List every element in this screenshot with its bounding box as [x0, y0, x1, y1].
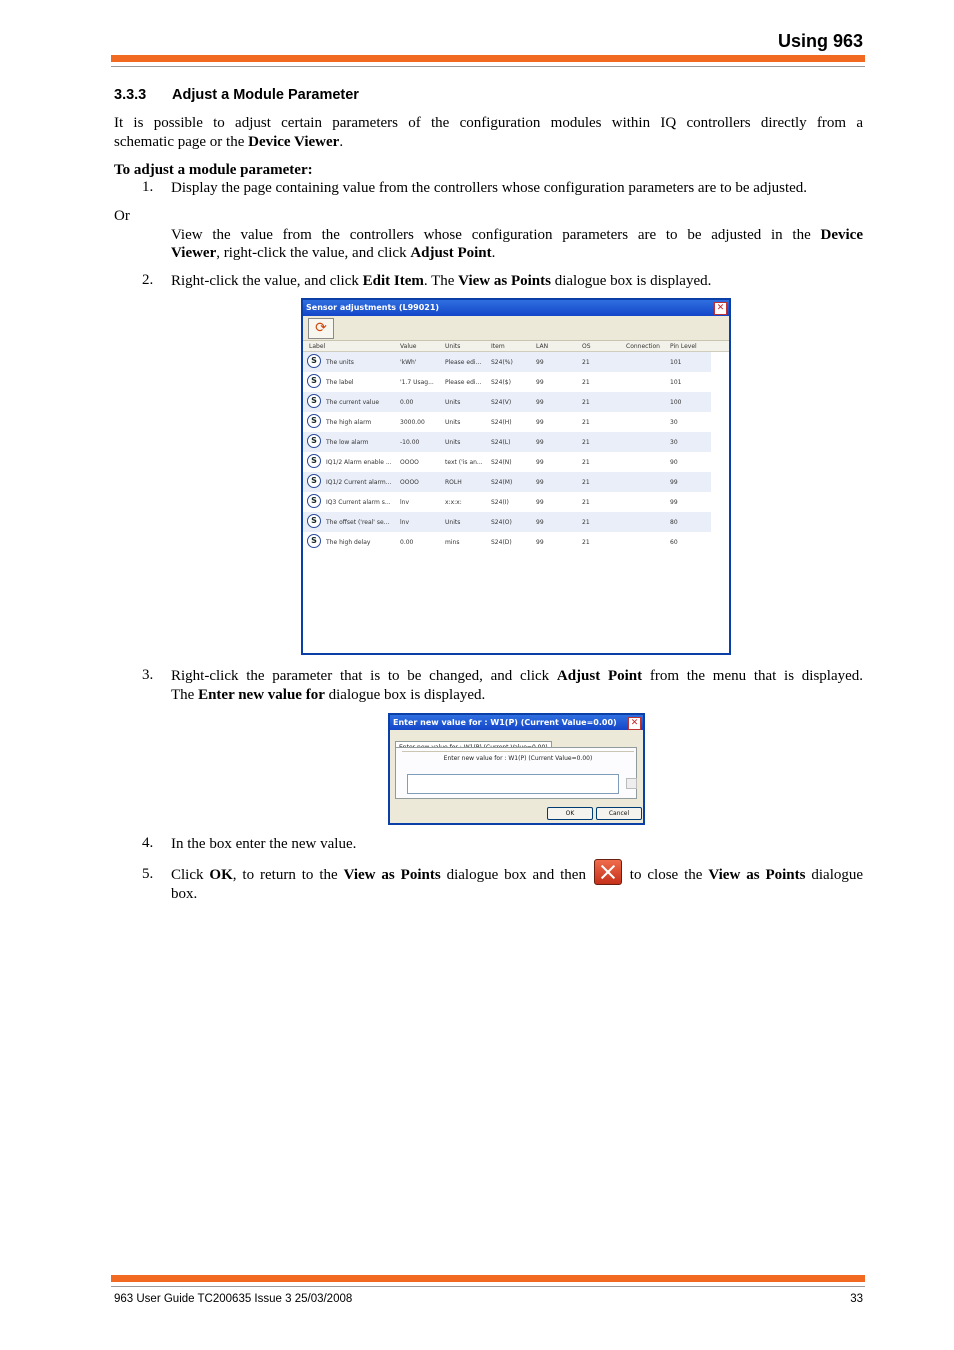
cell-units[interactable]: Units — [445, 439, 461, 446]
intro-line1: It is possible to adjust certain parameters of the configuration modules within IQ controllers directly from a — [114, 115, 863, 131]
cell-label[interactable]: The current value — [326, 399, 380, 406]
cell-pin[interactable]: 101 — [670, 379, 682, 386]
cell-item[interactable]: S24(I) — [491, 499, 509, 506]
cell-lan[interactable]: 99 — [536, 519, 544, 526]
cell-units[interactable]: Please edi... — [445, 359, 482, 366]
sensor-icon: S — [307, 494, 321, 508]
footer-doc-info: 963 User Guide TC200635 Issue 3 25/03/2008 — [114, 1293, 353, 1305]
cell-value[interactable]: lnv — [400, 499, 410, 506]
new-value-input[interactable] — [407, 774, 619, 794]
cell-lan[interactable]: 99 — [536, 419, 544, 426]
enter-value-window — [388, 713, 645, 825]
step2-number: 2. — [142, 272, 154, 288]
step3-number: 3. — [142, 667, 154, 683]
section-title: Adjust a Module Parameter — [172, 87, 359, 103]
sensor-icon: S — [307, 454, 321, 468]
close-icon[interactable]: ✕ — [628, 717, 641, 730]
cell-os[interactable]: 21 — [582, 499, 590, 506]
cell-value[interactable]: -10.00 — [400, 439, 420, 446]
alt-line1 — [171, 226, 863, 245]
col-os[interactable]: OS — [582, 343, 591, 350]
intro-text: schematic page or the — [114, 134, 249, 150]
cell-item[interactable]: S24(O) — [491, 519, 512, 526]
intro-line2 — [114, 133, 863, 152]
step2-post: dialogue box is displayed. — [550, 273, 712, 289]
step3-line1 — [171, 667, 863, 686]
cell-item[interactable]: S24(M) — [491, 479, 513, 486]
cell-label[interactable]: The low alarm — [326, 439, 369, 446]
cell-units[interactable]: x:x:x: — [445, 499, 462, 506]
close-icon[interactable]: ✕ — [714, 302, 727, 315]
or-label: Or — [114, 208, 130, 224]
sensor-toolbar — [303, 316, 729, 341]
alt-bold2: Viewer — [171, 245, 217, 261]
cell-os[interactable]: 21 — [582, 359, 590, 366]
cell-item[interactable]: S24(D) — [491, 539, 512, 546]
col-label[interactable]: Label — [309, 343, 326, 350]
cell-os[interactable]: 21 — [582, 439, 590, 446]
footer-page-number: 33 — [850, 1293, 863, 1305]
cell-os[interactable]: 21 — [582, 399, 590, 406]
step4-number: 4. — [142, 835, 154, 851]
col-units[interactable]: Units — [445, 343, 461, 350]
table-row[interactable] — [303, 512, 711, 532]
cell-units[interactable]: Units — [445, 419, 461, 426]
step1-number: 1. — [142, 179, 154, 195]
sensor-icon: S — [307, 474, 321, 488]
cell-label[interactable]: IQ1/2 Current alarm... — [326, 479, 392, 486]
cell-lan[interactable]: 99 — [536, 359, 544, 366]
sensor-icon: S — [307, 354, 321, 368]
sensor-window-title: Sensor adjustments (L99021) — [306, 303, 440, 312]
enter-value-titlebar[interactable] — [390, 715, 643, 730]
step5-post: dialogue — [811, 867, 864, 883]
step2-bold1: Edit Item — [362, 273, 424, 289]
cell-pin[interactable]: 99 — [670, 499, 678, 506]
cell-pin[interactable]: 100 — [670, 399, 682, 406]
cell-item[interactable]: S24(V) — [491, 399, 512, 406]
step5-mid2: dialogue box and then — [440, 867, 586, 883]
cell-pin[interactable]: 30 — [670, 439, 678, 446]
step3-line2-bold: Enter new value for — [198, 687, 325, 703]
cell-label[interactable]: The high alarm — [326, 419, 372, 426]
cell-os[interactable]: 21 — [582, 379, 590, 386]
step5-bold3: View as Points — [708, 867, 806, 883]
cell-units[interactable]: text ('is an... — [445, 459, 483, 466]
sensor-adjustments-window — [301, 298, 731, 655]
cell-item[interactable]: S24(N) — [491, 459, 512, 466]
cell-pin[interactable]: 60 — [670, 539, 678, 546]
cell-lan[interactable]: 99 — [536, 499, 544, 506]
alt-bold3: Adjust Point — [410, 245, 492, 261]
col-item[interactable]: Item — [491, 343, 505, 350]
table-row[interactable] — [303, 432, 711, 452]
cell-lan[interactable]: 99 — [536, 539, 544, 546]
cell-units[interactable]: Please edi... — [445, 379, 482, 386]
cell-units[interactable]: Units — [445, 399, 461, 406]
section-number: 3.3.3 — [114, 87, 147, 103]
cell-pin[interactable]: 90 — [670, 459, 678, 466]
sensor-window-titlebar[interactable] — [303, 300, 729, 316]
cell-lan[interactable]: 99 — [536, 479, 544, 486]
cell-value[interactable]: lnv — [400, 519, 410, 526]
cell-value[interactable]: 0.00 — [400, 399, 414, 406]
cell-item[interactable]: S24(%) — [491, 359, 513, 366]
cell-units[interactable]: mins — [445, 539, 460, 546]
cell-item[interactable]: S24($) — [491, 379, 511, 386]
step5-line2: box. — [171, 886, 198, 902]
step3-post: from the menu that is displayed. — [649, 668, 864, 684]
col-pin-level[interactable]: Pin Level — [670, 343, 697, 350]
sensor-icon: S — [307, 534, 321, 548]
refresh-icon[interactable]: ⟳ — [308, 318, 334, 339]
cell-value[interactable]: 0.00 — [400, 539, 414, 546]
sensor-icon: S — [307, 374, 321, 388]
step5-pre: Click — [171, 867, 210, 883]
header-rule-thin — [111, 66, 865, 67]
table-row[interactable] — [303, 492, 711, 512]
sensor-icon: S — [307, 514, 321, 528]
step5-line1 — [171, 858, 863, 892]
cell-label[interactable]: The offset ('real' se... — [326, 519, 390, 526]
cell-label[interactable]: IQ1/2 Alarm enable ... — [326, 459, 392, 466]
table-row[interactable] — [303, 452, 711, 472]
alt-text3: . — [491, 245, 496, 261]
step2-pre: Right-click the value, and click — [171, 273, 363, 289]
table-row[interactable] — [303, 472, 711, 492]
col-connection[interactable]: Connection — [626, 343, 660, 350]
cell-value[interactable]: '1.7 Usag... — [400, 379, 434, 386]
cell-pin[interactable]: 30 — [670, 419, 678, 426]
step3-line2-pre: The — [171, 687, 199, 703]
cell-label[interactable]: The units — [326, 359, 354, 366]
tab-panel — [395, 747, 637, 799]
cell-os[interactable]: 21 — [582, 419, 590, 426]
cell-value[interactable]: OOOO — [400, 459, 419, 466]
cell-label[interactable]: The high delay — [326, 539, 371, 546]
step5-bold1: OK — [209, 867, 233, 883]
step1-text: Display the page containing value from the controllers whose configuration parameters are to be adjusted. — [171, 180, 808, 196]
step5-number: 5. — [142, 866, 154, 882]
cell-lan[interactable]: 99 — [536, 459, 544, 466]
cell-lan[interactable]: 99 — [536, 379, 544, 386]
sensor-icon: S — [307, 394, 321, 408]
cell-item[interactable]: S24(L) — [491, 439, 511, 446]
col-lan[interactable]: LAN — [536, 343, 549, 350]
cell-pin[interactable]: 99 — [670, 479, 678, 486]
procedure-heading-text: To adjust a module parameter: — [114, 162, 313, 178]
close-icon — [594, 859, 622, 885]
footer-rule-thin — [111, 1286, 865, 1287]
value-prompt: Enter new value for : W1(P) (Current Value=0.00) — [443, 755, 593, 762]
cell-value[interactable]: 3000.00 — [400, 419, 425, 426]
sensor-icon: S — [307, 434, 321, 448]
cell-label[interactable]: The label — [326, 379, 354, 386]
col-value[interactable]: Value — [400, 343, 417, 350]
procedure-heading — [114, 161, 313, 180]
ok-button[interactable]: OK — [547, 807, 593, 820]
table-row[interactable] — [303, 352, 711, 372]
table-row[interactable] — [303, 412, 711, 432]
cancel-button[interactable]: Cancel — [596, 807, 642, 820]
alt-text: View the value from the controllers whose configuration parameters are to be adjusted in the — [171, 227, 811, 243]
step3-bold: Adjust Point — [556, 668, 643, 684]
step3-line2 — [171, 686, 863, 705]
alt-line2 — [171, 244, 863, 263]
page-header-title: Using 963 — [777, 31, 863, 51]
step3-pre: Right-click the parameter that is to be changed, and click — [171, 668, 550, 684]
cell-lan[interactable]: 99 — [536, 439, 544, 446]
footer-rule — [111, 1275, 865, 1282]
cell-os[interactable]: 21 — [582, 539, 590, 546]
cell-item[interactable]: S24(H) — [491, 419, 512, 426]
cell-label[interactable]: IQ3 Current alarm s... — [326, 499, 391, 506]
step5-mid1: , to return to the — [232, 867, 344, 883]
table-row[interactable] — [303, 392, 711, 412]
cell-units[interactable]: ROLH — [445, 479, 462, 486]
step4-text: In the box enter the new value. — [171, 836, 357, 852]
cell-os[interactable]: 21 — [582, 479, 590, 486]
cell-os[interactable]: 21 — [582, 459, 590, 466]
step3-line2-post: dialogue box is displayed. — [324, 687, 486, 703]
grid-body — [303, 352, 729, 552]
step2-mid: . The — [423, 273, 459, 289]
step2-text — [171, 272, 863, 291]
header-rule — [111, 55, 865, 62]
step2-bold2: View as Points — [458, 273, 551, 289]
enter-value-title: Enter new value for : W1(P) (Current Value=0.00) — [393, 718, 617, 727]
step5-mid3: to close the — [629, 867, 703, 883]
alt-bold: Device — [820, 227, 863, 243]
sensor-icon: S — [307, 414, 321, 428]
cell-value[interactable]: OOOO — [400, 479, 419, 486]
option-checkbox[interactable] — [626, 778, 637, 789]
grid-header — [303, 341, 729, 352]
table-row[interactable] — [303, 532, 711, 552]
cell-lan[interactable]: 99 — [536, 399, 544, 406]
cell-os[interactable]: 21 — [582, 519, 590, 526]
intro-text-end: . — [339, 134, 344, 150]
cell-pin[interactable]: 80 — [670, 519, 678, 526]
cell-pin[interactable]: 101 — [670, 359, 682, 366]
intro-bold: Device Viewer — [248, 134, 340, 150]
value-groupbox — [402, 751, 634, 796]
table-row[interactable] — [303, 372, 711, 392]
cell-units[interactable]: Units — [445, 519, 461, 526]
section-heading — [114, 87, 359, 103]
alt-text2: , right-click the value, and click — [216, 245, 411, 261]
cell-value[interactable]: 'kWh' — [400, 359, 417, 366]
step5-bold2: View as Points — [343, 867, 441, 883]
